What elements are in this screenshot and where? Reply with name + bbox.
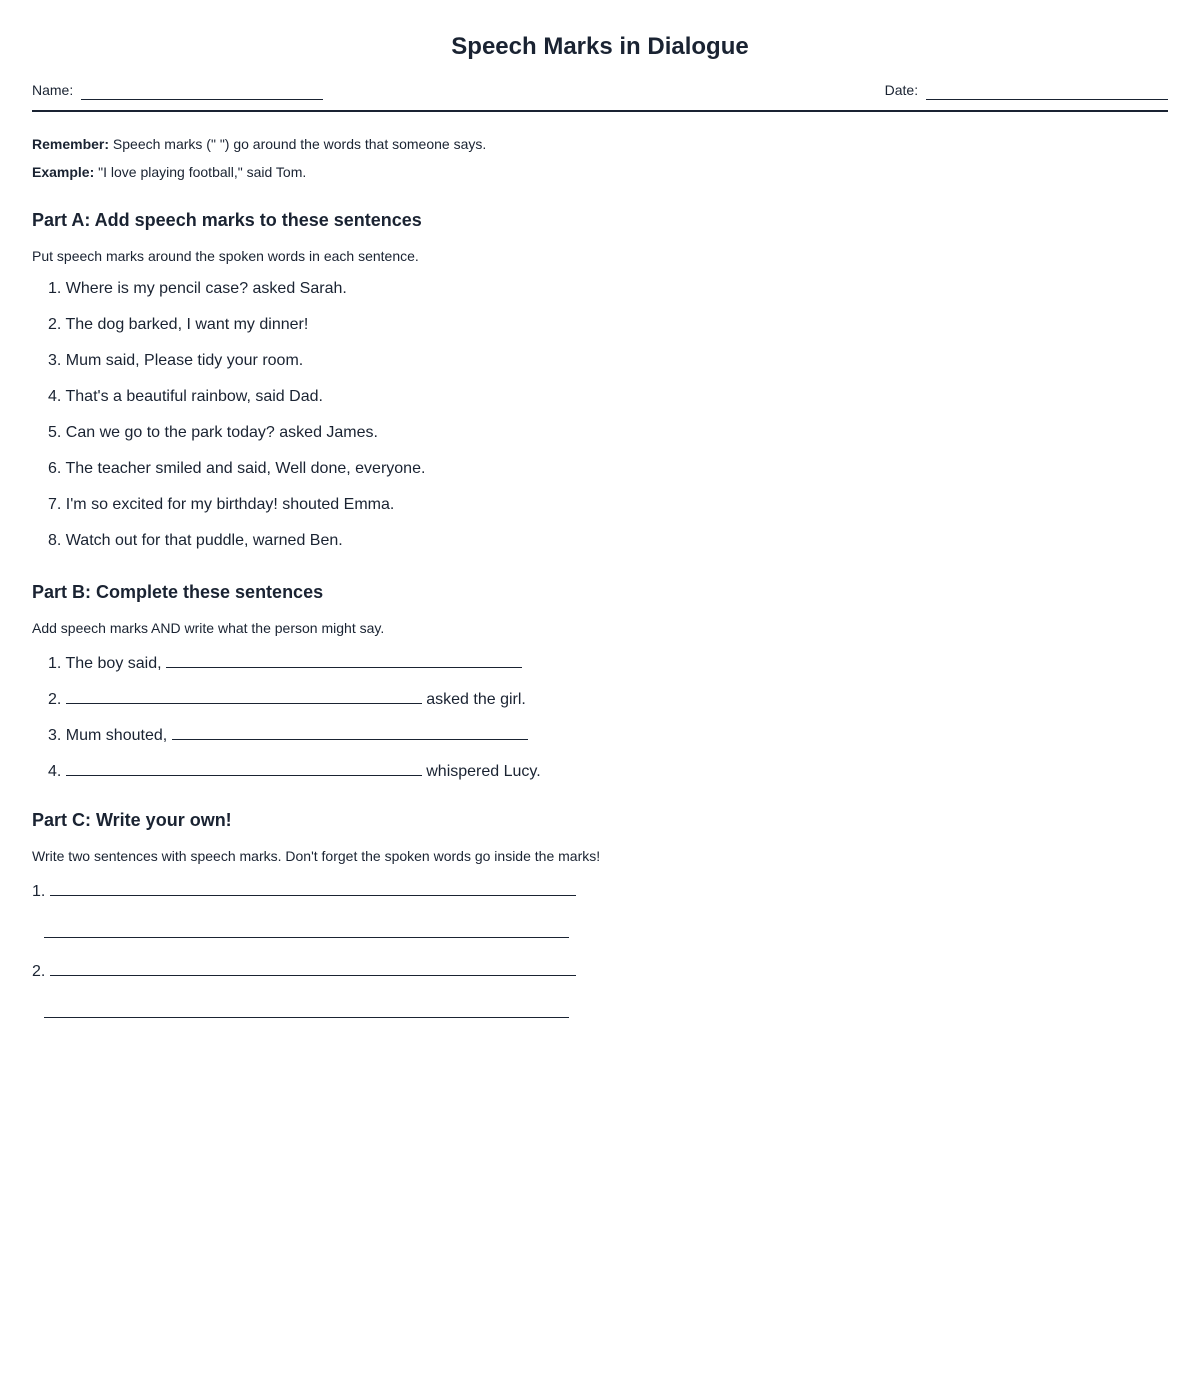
item-number: 8. <box>48 532 62 549</box>
writing-line[interactable] <box>50 878 576 896</box>
date-field <box>885 80 1168 100</box>
part-a-item <box>48 278 347 300</box>
part-c-item <box>32 958 576 983</box>
item-number: 6. <box>48 460 62 477</box>
item-text-before: The boy said, <box>65 655 162 672</box>
item-number: 3. <box>48 352 62 369</box>
answer-line[interactable] <box>172 722 528 740</box>
page-title: Speech Marks in Dialogue <box>451 33 749 60</box>
item-text: Watch out for that puddle, warned Ben. <box>65 532 343 549</box>
item-number: 1. <box>48 655 62 672</box>
item-text: I'm so excited for my birthday! shouted Emma. <box>65 496 395 513</box>
part-b-item <box>48 650 522 675</box>
part-c-heading: Part C: Write your own! <box>32 810 232 830</box>
part-a-item <box>48 530 343 552</box>
writing-line-continued[interactable] <box>44 1016 569 1018</box>
example-label: Example: <box>32 164 95 180</box>
part-b-heading: Part B: Complete these sentences <box>32 582 324 602</box>
remember-text: Speech marks (" ") go around the words that someone says. <box>109 136 487 152</box>
part-a-item <box>48 458 425 480</box>
item-text: Can we go to the park today? asked James. <box>65 424 378 441</box>
part-b-item <box>48 722 528 747</box>
part-a-item <box>48 386 323 408</box>
part-a-item <box>48 494 394 516</box>
item-number: 2. <box>32 963 46 980</box>
answer-line[interactable] <box>166 650 522 668</box>
item-number: 2. <box>48 316 62 333</box>
part-a-heading: Part A: Add speech marks to these sentences <box>32 210 422 230</box>
name-field <box>32 80 323 100</box>
item-text-after: whispered Lucy. <box>426 763 541 780</box>
date-blank-line[interactable] <box>926 83 1168 100</box>
writing-line[interactable] <box>50 958 576 976</box>
part-a-item <box>48 422 378 444</box>
item-text: The teacher smiled and said, Well done, everyone. <box>65 460 426 477</box>
item-number: 2. <box>48 691 62 708</box>
item-number: 7. <box>48 496 62 513</box>
part-b-item <box>48 758 541 783</box>
item-number: 4. <box>48 763 62 780</box>
remember-label: Remember: <box>32 136 110 152</box>
date-label: Date: <box>884 82 919 98</box>
item-number: 1. <box>48 280 62 297</box>
item-text: The dog barked, I want my dinner! <box>65 316 309 333</box>
item-text: Mum said, Please tidy your room. <box>65 352 304 369</box>
part-a-item <box>48 314 308 336</box>
part-b-instruction: Add speech marks AND write what the person might say. <box>32 620 385 636</box>
answer-line[interactable] <box>66 686 422 704</box>
item-number: 1. <box>32 883 46 900</box>
item-text-after: asked the girl. <box>426 691 526 708</box>
item-text: Where is my pencil case? asked Sarah. <box>65 280 347 297</box>
header-row <box>32 80 1168 112</box>
part-a-item <box>48 350 303 372</box>
name-label: Name: <box>32 82 74 98</box>
item-number: 3. <box>48 727 62 744</box>
item-number: 4. <box>48 388 62 405</box>
item-text: That's a beautiful rainbow, said Dad. <box>65 388 323 405</box>
part-c-item <box>32 878 576 903</box>
name-blank-line[interactable] <box>81 83 323 100</box>
remember-note <box>32 134 486 154</box>
answer-line[interactable] <box>66 758 422 776</box>
example-text: "I love playing football," said Tom. <box>94 164 307 180</box>
example-note <box>32 162 306 182</box>
part-c-instruction: Write two sentences with speech marks. Don't forget the spoken words go inside the marks! <box>32 848 601 864</box>
writing-line-continued[interactable] <box>44 936 569 938</box>
item-text-before: Mum shouted, <box>65 727 168 744</box>
part-b-item <box>48 686 526 711</box>
item-number: 5. <box>48 424 62 441</box>
part-a-instruction: Put speech marks around the spoken words in each sentence. <box>32 248 419 264</box>
